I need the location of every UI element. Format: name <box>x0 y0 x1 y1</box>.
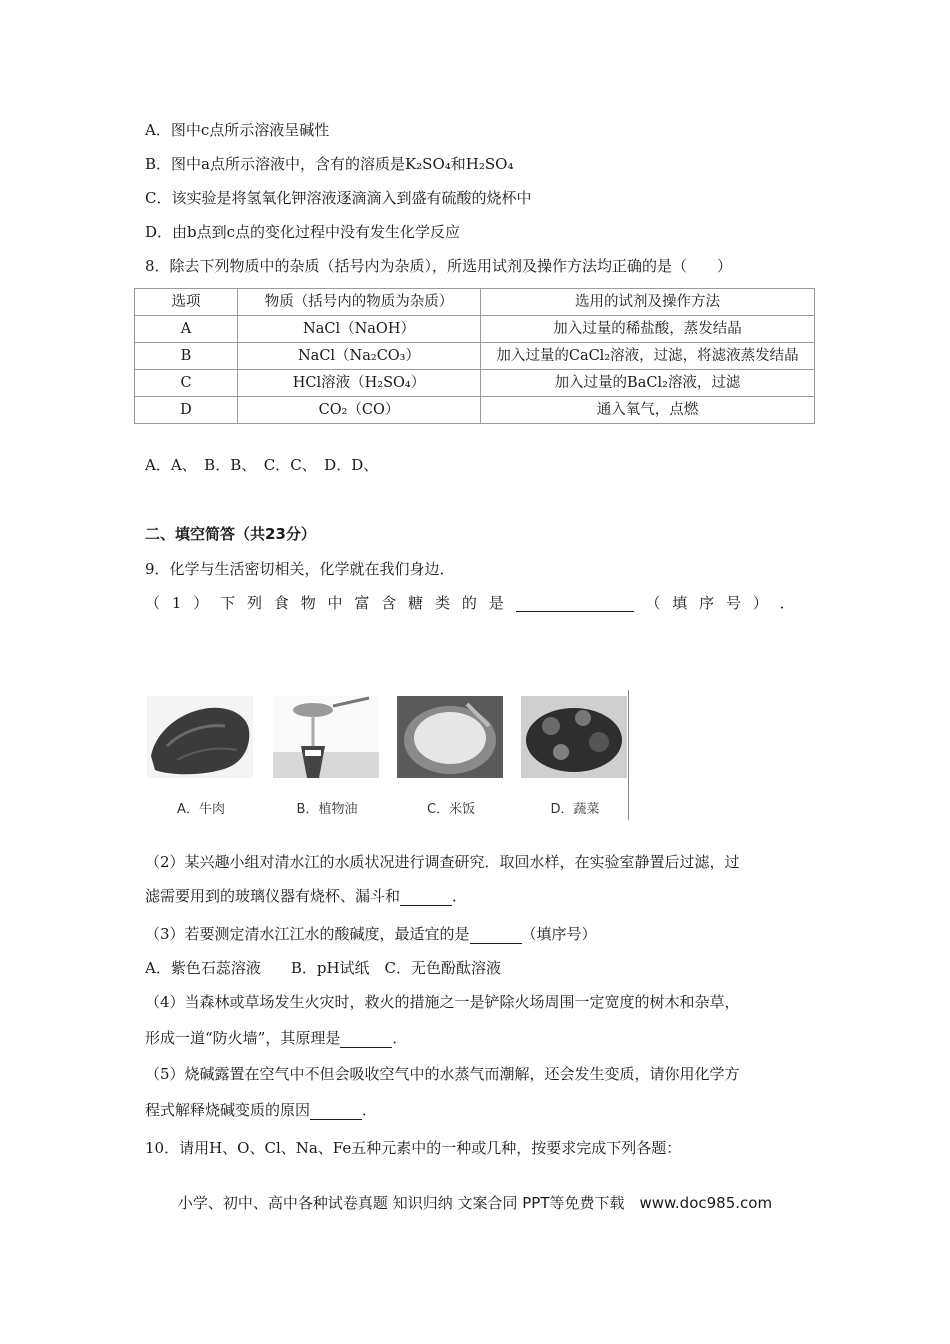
p1-char: 物 <box>300 594 316 612</box>
q9-part5-text: 程式解释烧碱变质的原因 <box>145 1101 311 1119</box>
food-label: C．米饭 <box>426 802 476 817</box>
p1-char: 是 <box>488 594 504 612</box>
table-cell: A <box>135 316 238 343</box>
answer-blank[interactable] <box>516 595 634 612</box>
q8-options-table <box>134 288 815 424</box>
q9-part5-end: ． <box>362 1101 378 1119</box>
q9-part5-line2 <box>145 1100 377 1120</box>
food-label: A．牛肉 <box>177 802 225 817</box>
p1-char: 填 <box>672 594 688 612</box>
q9-part2-text: 滤需要用到的玻璃仪器有烧杯、漏斗和 <box>145 887 401 905</box>
table-cell: 加入过量的BaCl₂溶液，过滤 <box>481 370 815 397</box>
p1-char: 糖 <box>408 594 424 612</box>
p1-char: （ <box>645 594 661 612</box>
q8-answer-options: A．A、 B．B、 C．C、 D．D、 <box>145 456 379 474</box>
q10-stem: 10．请用H、O、Cl、Na、Fe五种元素中的一种或几种，按要求完成下列各题： <box>145 1139 682 1157</box>
table-row <box>135 316 815 343</box>
answer-blank[interactable] <box>340 1031 392 1048</box>
rice-photo-icon <box>397 696 503 778</box>
vegetables-photo-icon <box>521 696 627 778</box>
food-label: D．蔬菜 <box>550 802 600 817</box>
q8-stem: 8．除去下列物质中的杂质（括号内为杂质），所选用试剂及操作方法均正确的是（ ） <box>145 257 733 275</box>
q9-part3 <box>145 924 597 944</box>
header-cell: 物质（括号内的物质为杂质） <box>238 289 481 316</box>
p1-char: 富 <box>354 594 370 612</box>
q9-part4-line1: （4）当森林或草场发生火灾时，救火的措施之一是铲除火场周围一定宽度的树木和杂草， <box>145 993 740 1011</box>
p1-char: 含 <box>381 594 397 612</box>
q9-part3-options: A．紫色石蕊溶液 B．pH试纸 C．无色酚酞溶液 <box>145 959 502 977</box>
answer-blank[interactable] <box>470 927 522 944</box>
table-cell: NaCl（NaOH） <box>238 316 481 343</box>
q9-part1 <box>145 593 795 613</box>
p1-char: 中 <box>327 594 343 612</box>
food-item-oil <box>271 690 383 820</box>
p1-char: （ <box>145 594 161 612</box>
q7-option-c: C．该实验是将氢氧化钾溶液逐滴滴入到盛有硫酸的烧杯中 <box>145 189 532 207</box>
table-cell: CO₂（CO） <box>238 397 481 424</box>
q9-stem <box>145 559 455 579</box>
q9-part4-text: 形成一道“防火墙”，其原理是 <box>145 1029 341 1047</box>
header-cell: 选用的试剂及操作方法 <box>481 289 815 316</box>
vegetable-oil-photo-icon <box>273 696 379 778</box>
food-item-vegetables <box>519 690 631 820</box>
page-footer: 小学、初中、高中各种试卷真题 知识归纳 文案合同 PPT等免费下载 www.doc985.com <box>177 1194 773 1212</box>
p1-char: 列 <box>246 594 262 612</box>
table-cell: C <box>135 370 238 397</box>
answer-blank[interactable] <box>400 889 452 906</box>
p1-char: 下 <box>220 594 236 612</box>
answer-blank[interactable] <box>310 1103 362 1120</box>
table-cell: 加入过量的稀盐酸，蒸发结晶 <box>481 316 815 343</box>
q9-part4-end: ． <box>392 1029 408 1047</box>
q7-option-d: D．由b点到c点的变化过程中没有发生化学反应 <box>145 223 461 241</box>
q9-part4-line2 <box>145 1028 407 1048</box>
p1-char: ． <box>779 594 795 612</box>
header-cell: 选项 <box>135 289 238 316</box>
table-cell: HCl溶液（H₂SO₄） <box>238 370 481 397</box>
q9-stem-text: 9．化学与生活密切相关，化学就在我们身边． <box>145 560 455 578</box>
table-header-row <box>135 289 815 316</box>
table-cell: D <box>135 397 238 424</box>
food-label: B．植物油 <box>296 802 358 817</box>
beef-photo-icon <box>147 696 253 778</box>
q9-part3-text: （3）若要测定清水江江水的酸碱度，最适宜的是 <box>145 925 470 943</box>
p1-char: 类 <box>434 594 450 612</box>
p1-char: 的 <box>461 594 477 612</box>
table-row <box>135 397 815 424</box>
p1-char: ） <box>752 594 768 612</box>
q7-option-a: A．图中c点所示溶液呈碱性 <box>145 121 330 139</box>
table-row <box>135 343 815 370</box>
p1-char: ） <box>193 594 209 612</box>
food-item-beef <box>145 690 257 820</box>
section-title: 二、填空简答（共23分） <box>145 525 316 543</box>
q9-part2-line2 <box>145 886 467 906</box>
table-cell: B <box>135 343 238 370</box>
p1-char: 序 <box>699 594 715 612</box>
p1-char: 食 <box>273 594 289 612</box>
food-images <box>145 690 630 820</box>
q9-part5-line1: （5）烧碱露置在空气中不但会吸收空气中的水蒸气而潮解，还会发生变质，请你用化学方 <box>145 1065 740 1083</box>
food-item-rice <box>395 690 507 820</box>
table-cell: 通入氧气，点燃 <box>481 397 815 424</box>
p1-char: 1 <box>171 594 182 612</box>
q9-part2-end: ． <box>452 887 468 905</box>
q7-option-b: B．图中a点所示溶液中，含有的溶质是K₂SO₄和H₂SO₄ <box>145 155 514 173</box>
table-cell: NaCl（Na₂CO₃） <box>238 343 481 370</box>
table-cell: 加入过量的CaCl₂溶液，过滤，将滤液蒸发结晶 <box>481 343 815 370</box>
table-row <box>135 370 815 397</box>
image-divider <box>628 690 629 820</box>
q9-part2-line1: （2）某兴趣小组对清水江的水质状况进行调查研究．取回水样，在实验室静置后过滤，过 <box>145 853 740 871</box>
q9-part3-end: （填序号） <box>521 925 597 943</box>
p1-char: 号 <box>725 594 741 612</box>
